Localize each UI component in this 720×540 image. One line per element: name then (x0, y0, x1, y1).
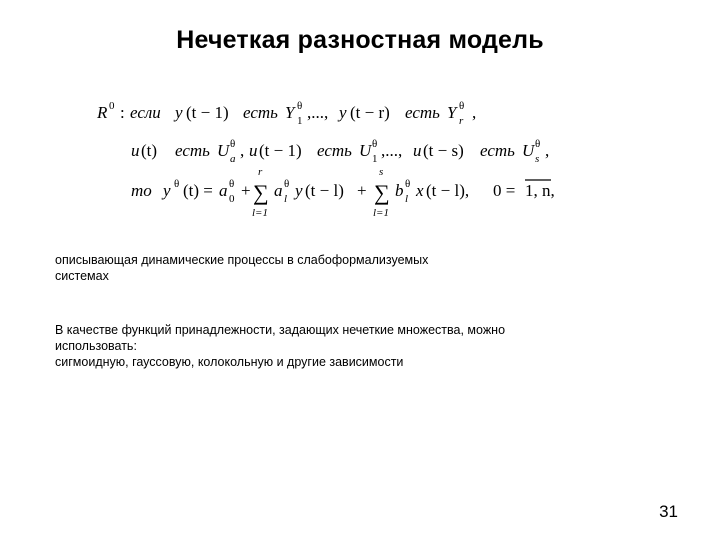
formula-symbol: U (359, 141, 372, 160)
formula-subscript: 0 (229, 193, 235, 205)
formula-symbol: y (175, 103, 183, 122)
formula-symbol: u (413, 141, 422, 160)
formula-text: : (120, 103, 125, 122)
formula-keyword: есть (480, 141, 515, 160)
text-line: В качестве функций принадлежности, задающих нечеткие множества, можно (55, 323, 506, 337)
page-number: 31 (659, 502, 678, 521)
formula-subscript: s (535, 153, 540, 165)
formula-keyword: есть (405, 103, 440, 122)
formula-text: , (545, 141, 550, 160)
formula-text: (t) = (183, 181, 213, 200)
formula-sum-upper: r (258, 166, 263, 178)
formula-line-3 (131, 166, 555, 219)
formula-sum-sign: ∑ (253, 180, 269, 205)
formula-symbol: Y (285, 103, 295, 122)
formula-superscript: θ (174, 178, 180, 190)
formula-subscript: l (405, 193, 409, 205)
formula-keyword: есть (175, 141, 210, 160)
formula-line-2 (131, 138, 549, 165)
formula-svg (95, 96, 595, 226)
formula-keyword: есть (317, 141, 352, 160)
formula-symbol: a (219, 181, 228, 200)
formula-subscript: 1 (297, 115, 303, 127)
formula-text: 1, n, (525, 181, 555, 200)
formula-text: (t − s) (423, 141, 464, 160)
formula-subscript: 1 (372, 153, 378, 165)
formula-text: , (240, 141, 245, 160)
formula-text: ,..., (307, 103, 329, 122)
formula-text: + (241, 181, 251, 200)
formula-sum-lower: l=1 (373, 207, 389, 219)
formula-symbol: U (522, 141, 535, 160)
formula-symbol: u (249, 141, 258, 160)
text-line: системах (55, 269, 109, 283)
fuzzy-rule-formula (95, 96, 595, 226)
formula-superscript: 0 (109, 100, 115, 112)
formula-subscript: a (230, 153, 236, 165)
formula-sum-lower: l=1 (252, 207, 268, 219)
formula-text: 0 = (493, 181, 516, 200)
formula-text: + (357, 181, 367, 200)
text-line: использовать: (55, 339, 137, 353)
formula-symbol: b (395, 181, 404, 200)
formula-text: (t − 1) (186, 103, 229, 122)
formula-superscript: θ (405, 178, 411, 190)
formula-symbol: R (97, 103, 108, 122)
formula-symbol: y (339, 103, 347, 122)
formula-text: (t − r) (350, 103, 390, 122)
formula-subscript: r (459, 115, 464, 127)
slide-title: Нечеткая разностная модель (176, 26, 544, 54)
formula-text: ,..., (381, 141, 403, 160)
formula-symbol: x (416, 181, 424, 200)
formula-keyword: если (130, 103, 161, 122)
formula-sum-sign: ∑ (374, 180, 390, 205)
formula-symbol: u (131, 141, 140, 160)
formula-superscript: θ (372, 138, 378, 150)
description-text (55, 252, 428, 284)
formula-superscript: θ (230, 138, 236, 150)
formula-superscript: θ (459, 100, 465, 112)
formula-text: (t − l) (305, 181, 344, 200)
formula-sum-upper: s (379, 166, 384, 178)
formula-symbol: U (217, 141, 230, 160)
formula-superscript: θ (297, 100, 303, 112)
formula-keyword: есть (243, 103, 278, 122)
formula-text: (t) (141, 141, 158, 160)
text-line: описывающая динамические процессы в слабоформализуемых (55, 253, 429, 267)
formula-keyword: то (131, 181, 152, 200)
formula-symbol: y (163, 181, 171, 200)
formula-symbol: y (295, 181, 303, 200)
formula-subscript: l (284, 193, 288, 205)
formula-text: (t − l), (426, 181, 470, 200)
formula-text: (t − 1) (259, 141, 302, 160)
text-line: сигмоидную, гауссовую, колокольную и другие зависимости (55, 355, 404, 369)
formula-superscript: θ (229, 178, 235, 190)
formula-superscript: θ (535, 138, 541, 150)
formula-superscript: θ (284, 178, 290, 190)
membership-functions-text (55, 322, 505, 370)
formula-symbol: Y (447, 103, 457, 122)
formula-symbol: a (274, 181, 283, 200)
formula-line-1 (96, 100, 476, 127)
formula-text: , (472, 103, 477, 122)
